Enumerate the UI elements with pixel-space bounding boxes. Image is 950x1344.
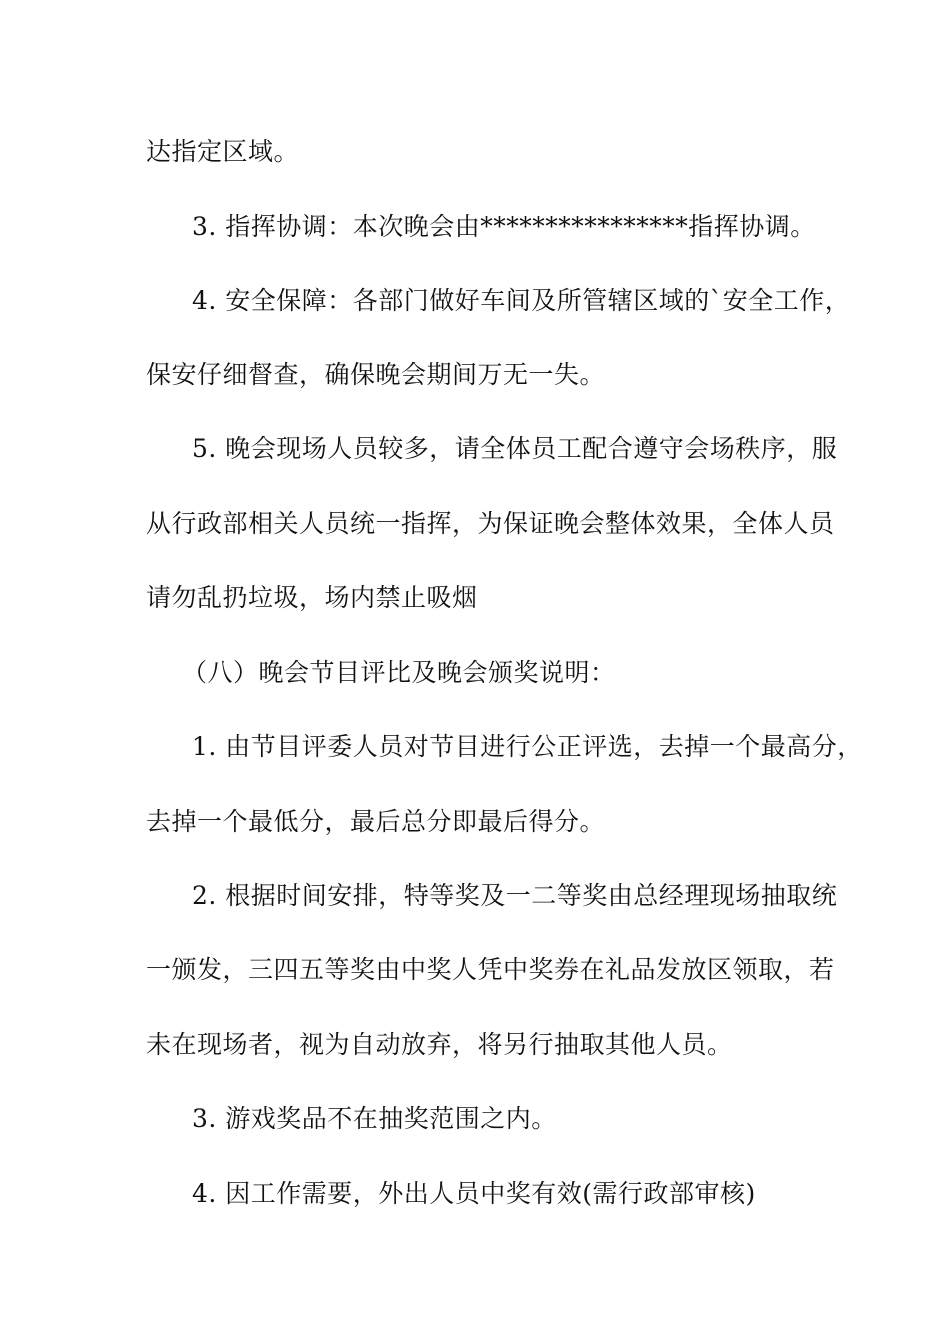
text-line: 保安仔细督查，确保晚会期间万无一失。 — [146, 360, 606, 389]
section-heading: （八）晚会节目评比及晚会颁奖说明： — [182, 658, 616, 687]
text-line: 一颁发，三四五等奖由中奖人凭中奖券在礼品发放区领取，若 — [146, 955, 835, 984]
text-line: 去掉一个最低分，最后总分即最后得分。 — [146, 807, 606, 836]
list-item-text: 3. 游戏奖品不在抽奖范围之内。 — [192, 1104, 557, 1133]
text-line: 达指定区域。 — [146, 137, 300, 166]
text-line: 未在现场者，视为自动放弃，将另行抽取其他人员。 — [146, 1030, 733, 1059]
list-item-text: 4. 安全保障：各部门做好车间及所管辖区域的`安全工作， — [192, 286, 851, 315]
list-item-text: 4. 因工作需要，外出人员中奖有效(需行政部审核) — [192, 1179, 756, 1208]
list-item-text: 3. 指挥协调：本次晚会由****************指挥协调。 — [192, 212, 816, 241]
list-item-text: 1. 由节目评委人员对节目进行公正评选，去掉一个最高分， — [192, 732, 863, 761]
list-item-text: 5. 晚会现场人员较多，请全体员工配合遵守会场秩序，服 — [192, 434, 838, 463]
text-line: 请勿乱扔垃圾，场内禁止吸烟 — [146, 583, 478, 612]
list-item-text: 2. 根据时间安排，特等奖及一二等奖由总经理现场抽取统 — [192, 881, 838, 910]
text-line: 从行政部相关人员统一指挥，为保证晚会整体效果，全体人员 — [146, 509, 835, 538]
